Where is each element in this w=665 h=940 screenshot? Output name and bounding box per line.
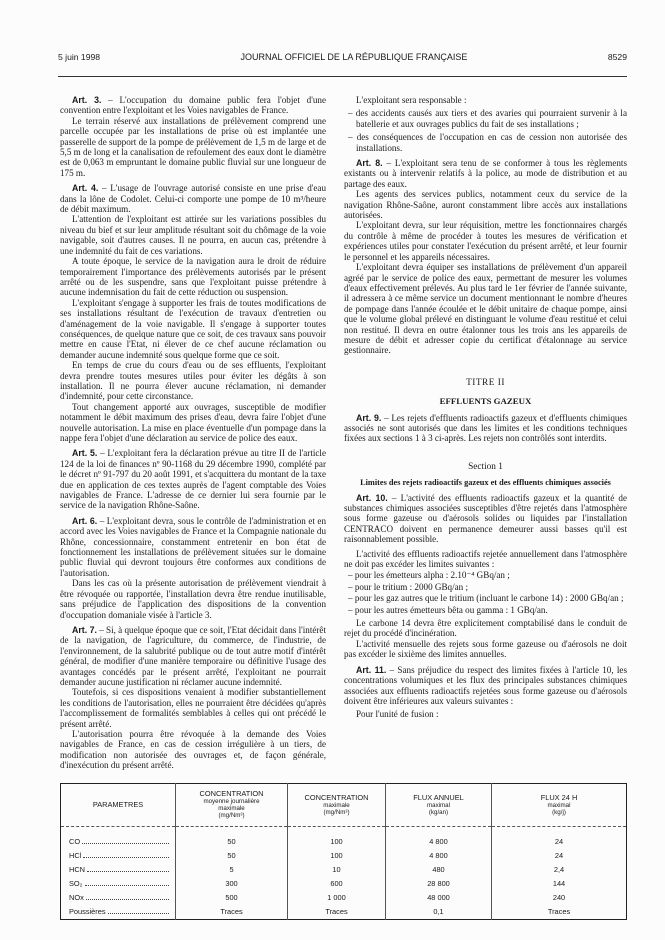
value-cell: 0,1 xyxy=(386,905,492,920)
list-item: – pour les émetteurs alpha : 2.10⁻⁴ GBq/an ; xyxy=(348,570,510,581)
paragraph xyxy=(344,189,627,220)
paragraph: L'activité mensuelle des rejets sous forme gazeuse ou d'aérosols ne doit pas excéder le sixième des limites annuelles. xyxy=(344,638,627,660)
value-cell: 28 800 xyxy=(386,877,492,891)
article-paragraph xyxy=(60,448,326,510)
value-cell: Traces xyxy=(176,905,288,920)
article-label: Art. 6. xyxy=(72,515,98,526)
value-cell: 24 xyxy=(492,826,627,849)
list-item: – pour les autres émetteurs bêta ou gamma : 1 GBq/an. xyxy=(348,604,548,615)
paragraph-text: Tout changement apporté aux ouvrages, susceptible de modifier notamment le débit maximum des prises d'eau, devra faire l'objet d'une nouvelle autorisation. La mise en place éventuelle d'un pompage dans la nappe fera l'objet d'une déclaration au service de police des eaux. xyxy=(60,401,326,443)
emission-limits-table xyxy=(60,783,627,920)
value-cell: 100 xyxy=(288,849,386,863)
value-cell: 24 xyxy=(492,849,627,863)
article-label: Art. 9. xyxy=(356,412,382,423)
paragraph-text: – L'exploitant fera la déclaration prévue au titre II de l'article 124 de la loi de finances nº 90-1168 du 29 décembre 1990, complété par le décret nº 91-797 du 20 août 1991, et s'acquittera du montant de la taxe due en application de ces textes auprès de l'agent comptable des Voies navigables de France. L'adresse de ce dernier lui sera fournie par le service de la navigation Rhône-Saône. xyxy=(60,448,326,511)
paragraph: Pour l'unité de fusion : xyxy=(356,709,439,720)
paragraph-text: – L'exploitant devra, sous le contrôle de l'administration et en accord avec les Voies navigables de France et la Compagnie nationale du Rhône, concessionnaire, constamment entretenir en bon état de fonctionnement les installations de prélèvement situées sur le domaine public fluvial qui devront toujours être conformes aux conditions de l'autorisation. xyxy=(60,515,326,578)
value-cell: Traces xyxy=(288,905,386,920)
paragraph xyxy=(60,729,326,771)
article-text: – Les rejets d'effluents radioactifs gazeux et d'effluents chimiques associés ne sont autorisés que dans les limites et les conditions techniques fixées aux sections 1 à 3 ci-après. Les rejets non contrôlés sont interdits. xyxy=(344,412,627,444)
article-text: – L'activité des effluents radioactifs gazeux et la quantité de substances chimiques associées susceptibles d'être rejetés dans l'atmosphère sous forme gazeuse ou d'aérosols solides ou liquides par l'installation CENTRACO doivent en permanence demeurer aussi basses qu'il est raisonnablement possible. xyxy=(344,492,628,545)
column-header: CONCENTRATION moyenne journalière maximale (mg/Nm³) xyxy=(176,783,288,826)
value-cell: 2,4 xyxy=(492,863,627,877)
paragraph-text: En temps de crue du cours d'eau ou de ses effluents, l'exploitant devra prendre toutes mesures utiles pour éviter les dégâts à son installation. Il ne pourra élever aucune réclamation, ni demander d'indemnité, pour cette circonstance. xyxy=(60,360,326,402)
paragraph-text: L'exploitant devra, sur leur réquisition, mettre les fonctionnaires chargés du contrôle à même de procéder à toutes les mesures de vérification et expériences utiles pour constater l'exécution du présent arrêté, et leur fournir le personnel et les appareils nécessaires. xyxy=(344,220,627,262)
value-cell: 240 xyxy=(492,891,627,905)
article-label: Art. 11. xyxy=(356,664,387,675)
parameter-cell: HCN xyxy=(61,863,176,877)
titre-heading: TITRE II xyxy=(466,377,505,388)
value-cell: 480 xyxy=(386,863,492,877)
paragraph xyxy=(60,687,326,729)
article-label: Art. 7. xyxy=(72,624,97,635)
value-cell: 10 xyxy=(288,863,386,877)
paragraph: L'activité des effluents radioactifs rejetée annuellement dans l'atmosphère ne doit pas excéder les limites suivantes : xyxy=(344,548,627,570)
paragraph xyxy=(60,578,326,620)
paragraph: Le carbone 14 devra être explicitement comptabilisé dans le conduit de rejet du procédé d'incinération. xyxy=(344,618,627,639)
header-page-number: 8529 xyxy=(607,52,627,62)
paragraph-text: L'autorisation pourra être révoquée à la demande des Voies navigables de France, en cas de cession irrégulière à un tiers, de modification non autorisée des ouvrages et, de façon générale, d'inexécution du présent arrêté. xyxy=(60,728,326,771)
column-header: FLUX ANNUEL maximal (kg/an) xyxy=(386,783,492,826)
article-paragraph xyxy=(344,158,627,189)
column-header: FLUX 24 H maximal (kg/j) xyxy=(492,783,627,826)
article-label: Art. 10. xyxy=(356,492,388,503)
paragraph-text: L'exploitant devra équiper ses installations de prélèvement d'un appareil agréé par le service de police des eaux, permettant de mesurer les volumes d'eaux effectivement prélevés. Au plus tard le 1er février de l'année suivante, il adressera à ce même service un document mentionnant le nombre d'heures de pompage dans l'année écoulée et le débit unitaire de chaque pompe, ainsi que le volume global prélevé en distinguant le volume d'eau restitué et celui non restitué. Il devra en outre étalonner tous les trois ans les appareils de mesure de débit et adresser copie du certificat d'étalonnage au service gestionnaire. xyxy=(344,262,627,356)
page-header xyxy=(58,52,627,77)
parameter-cell: CO xyxy=(61,826,176,849)
article-label: Art. 3. xyxy=(72,95,102,105)
paragraph-text: Toutefois, si ces dispositions venaient à modifier substantiellement les conditions de l'autorisation, elles ne pourraient être décidées qu'après l'accomplissement de formalités semblables à celles qui ont précédé le présent arrêté. xyxy=(60,687,326,729)
paragraph xyxy=(344,262,627,356)
header-title: JOURNAL OFFICIEL DE LA RÉPUBLIQUE FRANÇAISE xyxy=(240,52,468,62)
paragraph xyxy=(60,116,326,178)
header-date: 5 juin 1998 xyxy=(58,52,101,62)
value-cell: 300 xyxy=(176,877,288,891)
paragraph-text: – L'occupation du domaine public fera l'objet d'une convention entre l'exploitant et les Voies navigables de France. xyxy=(60,95,326,116)
columns xyxy=(60,95,627,771)
list-item: – des accidents causés aux tiers et des avaries qui pourraient survenir à la batellerie et aux ouvrages publics du fait de ses installations ; xyxy=(348,108,627,129)
paragraph-text: L'exploitant s'engage à supporter les frais de toutes modifications de ses installations résultant de l'exécution de travaux d'entretien ou d'aménagement de la voie navigable. Il s'engage à supporter toutes conséquences, de quelque nature que ce soit, de ces travaux sans pouvoir mettre en cause l'Etat, ni élever de ce chef aucune réclamation ou demander aucune indemnité sous quelque forme que ce soit. xyxy=(60,297,326,360)
paragraph xyxy=(60,360,326,402)
parameter-cell: HCl xyxy=(61,849,176,863)
value-cell: 144 xyxy=(492,877,627,891)
table-row xyxy=(61,905,627,920)
value-cell: Traces xyxy=(492,905,627,920)
value-cell: 500 xyxy=(176,891,288,905)
value-cell: 1 000 xyxy=(288,891,386,905)
paragraph-text: – L'usage de l'ouvrage autorisé consiste en une prise d'eau dans la lône de Codolet. Celui-ci comporte une pompe de 10 m³/heure de débit maximum. xyxy=(60,183,327,215)
value-cell: 4 800 xyxy=(386,849,492,863)
parameter-cell: SO₂ xyxy=(61,877,176,891)
article-paragraph xyxy=(60,516,326,578)
column-header: CONCENTRATION maximale (mg/Nm³) xyxy=(288,783,386,826)
list-item: – pour les gaz autres que le tritium (incluant le carbone 14) : 2000 GBq/an ; xyxy=(348,593,624,604)
paragraph-text: Les agents des services publics, notamment ceux du service de la navigation Rhône-Saône, auront constamment libre accès aux installations autorisées. xyxy=(344,189,627,221)
article-label: Art. 8. xyxy=(356,158,383,169)
column-header: PARAMETRES xyxy=(61,783,176,826)
article-text: – Sans préjudice du respect des limites fixées à l'article 10, les concentrations volumiques et les flux des principales substances chimiques associées aux effluents radioactifs rejetées sous forme gazeuse ou d'aérosols doivent être inférieures aux valeurs suivantes : xyxy=(344,664,627,706)
article-paragraph xyxy=(60,183,326,214)
paragraph-text: A toute époque, le service de la navigation aura le droit de réduire temporairement l'importance des prélèvements autorisés par le présent arrêté ou de les suspendre, sans que l'exploitant puisse prétendre à aucune indemnisation du fait de cette réduction ou suspension. xyxy=(60,256,326,298)
list-item: – des conséquences de l'occupation en cas de cession non autorisée des installations. xyxy=(348,132,627,153)
value-cell: 50 xyxy=(176,849,288,863)
table-row xyxy=(61,826,627,849)
paragraph-text: Dans les cas où la présente autorisation de prélèvement viendrait à être révoquée ou rapportée, l'installation devra être rendue inutilisable, sans préjudice de l'application des dispositions de la convention d'occupation domaniale visée à l'article 3. xyxy=(60,578,326,620)
parameter-cell: Poussières xyxy=(61,905,176,920)
value-cell: 4 800 xyxy=(386,826,492,849)
article-label: Art. 5. xyxy=(72,448,98,459)
paragraph xyxy=(344,220,627,262)
table-row xyxy=(61,891,627,905)
parameter-cell: NOx xyxy=(61,891,176,905)
table-header-row xyxy=(61,783,627,826)
value-cell: 600 xyxy=(288,877,386,891)
paragraph xyxy=(60,256,326,298)
left-column xyxy=(60,95,326,771)
paragraph xyxy=(60,402,326,444)
article-label: Art. 4. xyxy=(72,183,99,194)
paragraph-text: Le terrain réservé aux installations de prélèvement comprend une parcelle occupée par les installations de prise où est implantée une passerelle de support de la pompe de prélèvement de 1,5 m de large et de 5,5 m de long et la canalisation de refoulement des eaux dont le diamètre est de 0,063 m empruntant le domaine public fluvial sur une longueur de 175 m. xyxy=(60,115,326,178)
article-paragraph xyxy=(60,95,326,116)
paragraph xyxy=(60,298,326,360)
paragraph-text: – L'exploitant sera tenu de se conformer à tous les règlements existants ou à intervenir relatifs à la police, au mode de distribution et au partage des eaux. xyxy=(344,158,627,189)
value-cell: 48 000 xyxy=(386,891,492,905)
value-cell: 5 xyxy=(176,863,288,877)
paragraph-text: – Si, à quelque époque que ce soit, l'Etat décidait dans l'intérêt de la navigation, de l'agriculture, du commerce, de l'industrie, de l'environnement, de la salubrité publique ou de tout autre motif d'intérêt général, de modifier d'une manière temporaire ou définitive l'usage des avantages concédés par le présent arrêté, l'exploitant ne pourrait demander aucune justification ni réclamer aucune indemnité. xyxy=(60,624,326,687)
section-subheading: Limites des rejets radioactifs gazeux et des effluents chimiques associés xyxy=(360,478,611,488)
section-heading: Section 1 xyxy=(468,461,503,472)
article-paragraph xyxy=(60,625,326,687)
paragraph xyxy=(60,214,326,256)
article-8 xyxy=(344,158,627,356)
list-item: – pour le tritium : 2000 GBq/an ; xyxy=(348,581,468,592)
table-row xyxy=(61,877,627,891)
value-cell: 100 xyxy=(288,826,386,849)
table-row xyxy=(61,863,627,877)
right-column xyxy=(344,95,627,771)
value-cell: 50 xyxy=(176,826,288,849)
paragraph-text: L'attention de l'exploitant est attirée sur les variations possibles du niveau du bief et sur leur amplitude résultant soit du chômage de la voie navigable, soit d'autres causes. Il ne pourra, en aucun cas, prétendre à une indemnité du fait de ces variations. xyxy=(60,214,326,256)
table-row xyxy=(61,849,627,863)
titre-subheading: EFFLUENTS GAZEUX xyxy=(439,396,532,407)
paragraph: L'exploitant sera responsable : xyxy=(356,95,467,105)
